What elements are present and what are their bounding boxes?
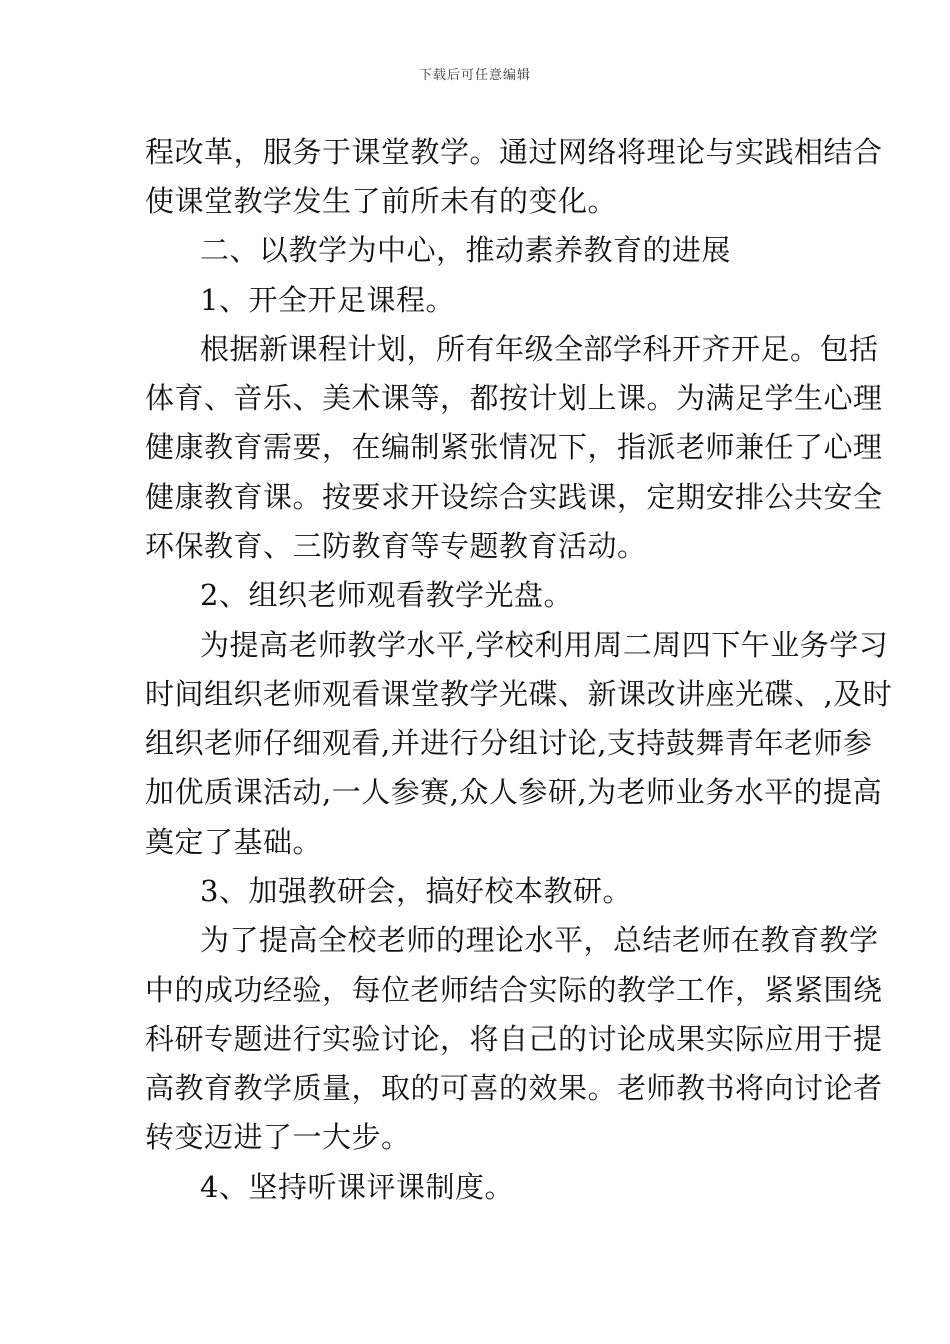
paragraph-line: 高教育教学质量，取的可喜的效果。老师教书将向讨论者 [145,1071,883,1105]
paragraph-line: 组织老师仔细观看,并进行分组讨论,支持鼓舞青年老师参 [145,726,873,760]
subsection-heading: 3、加强教研会，搞好校本教研。 [200,874,632,908]
paragraph-line: 程改革，服务于课堂教学。通过网络将理论与实践相结合 [145,135,883,169]
paragraph-line: 健康教育课。按要求开设综合实践课，定期安排公共安全 [145,480,883,514]
paragraph-line: 科研专题进行实验讨论，将自己的讨论成果实际应用于提 [145,1022,883,1056]
paragraph-line: 环保教育、三防教育等专题教育活动。 [145,529,647,563]
subsection-heading: 1、开全开足课程。 [200,283,455,317]
subsection-heading: 2、组织老师观看教学光盘。 [200,578,573,612]
paragraph-line: 奠定了基础。 [145,825,323,859]
paragraph-line: 根据新课程计划，所有年级全部学科开齐开足。包括 [200,332,879,366]
paragraph-line: 转变迈进了一大步。 [145,1120,411,1154]
header-note: 下载后可任意编辑 [418,68,531,83]
subsection-heading: 4、坚持听课评课制度。 [200,1170,514,1204]
paragraph-line: 中的成功经验，每位老师结合实际的教学工作，紧紧围绕 [145,973,883,1007]
paragraph-line: 加优质课活动,一人参赛,众人参研,为老师业务水平的提高 [145,775,883,809]
paragraph-line: 健康教育需要，在编制紧张情况下，指派老师兼任了心理 [145,430,883,464]
paragraph-line: 为提高老师教学水平,学校利用周二周四下午业务学习 [200,628,889,662]
paragraph-line: 时间组织老师观看课堂教学光碟、新课改讲座光碟、,及时 [145,677,893,711]
paragraph-line: 为了提高全校老师的理论水平，总结老师在教育教学 [200,923,879,957]
paragraph-line: 使课堂教学发生了前所未有的变化。 [145,184,618,218]
section-heading: 二、以教学为中心，推动素养教育的进展 [200,233,732,267]
paragraph-line: 体育、音乐、美术课等，都按计划上课。为满足学生心理 [145,381,883,415]
